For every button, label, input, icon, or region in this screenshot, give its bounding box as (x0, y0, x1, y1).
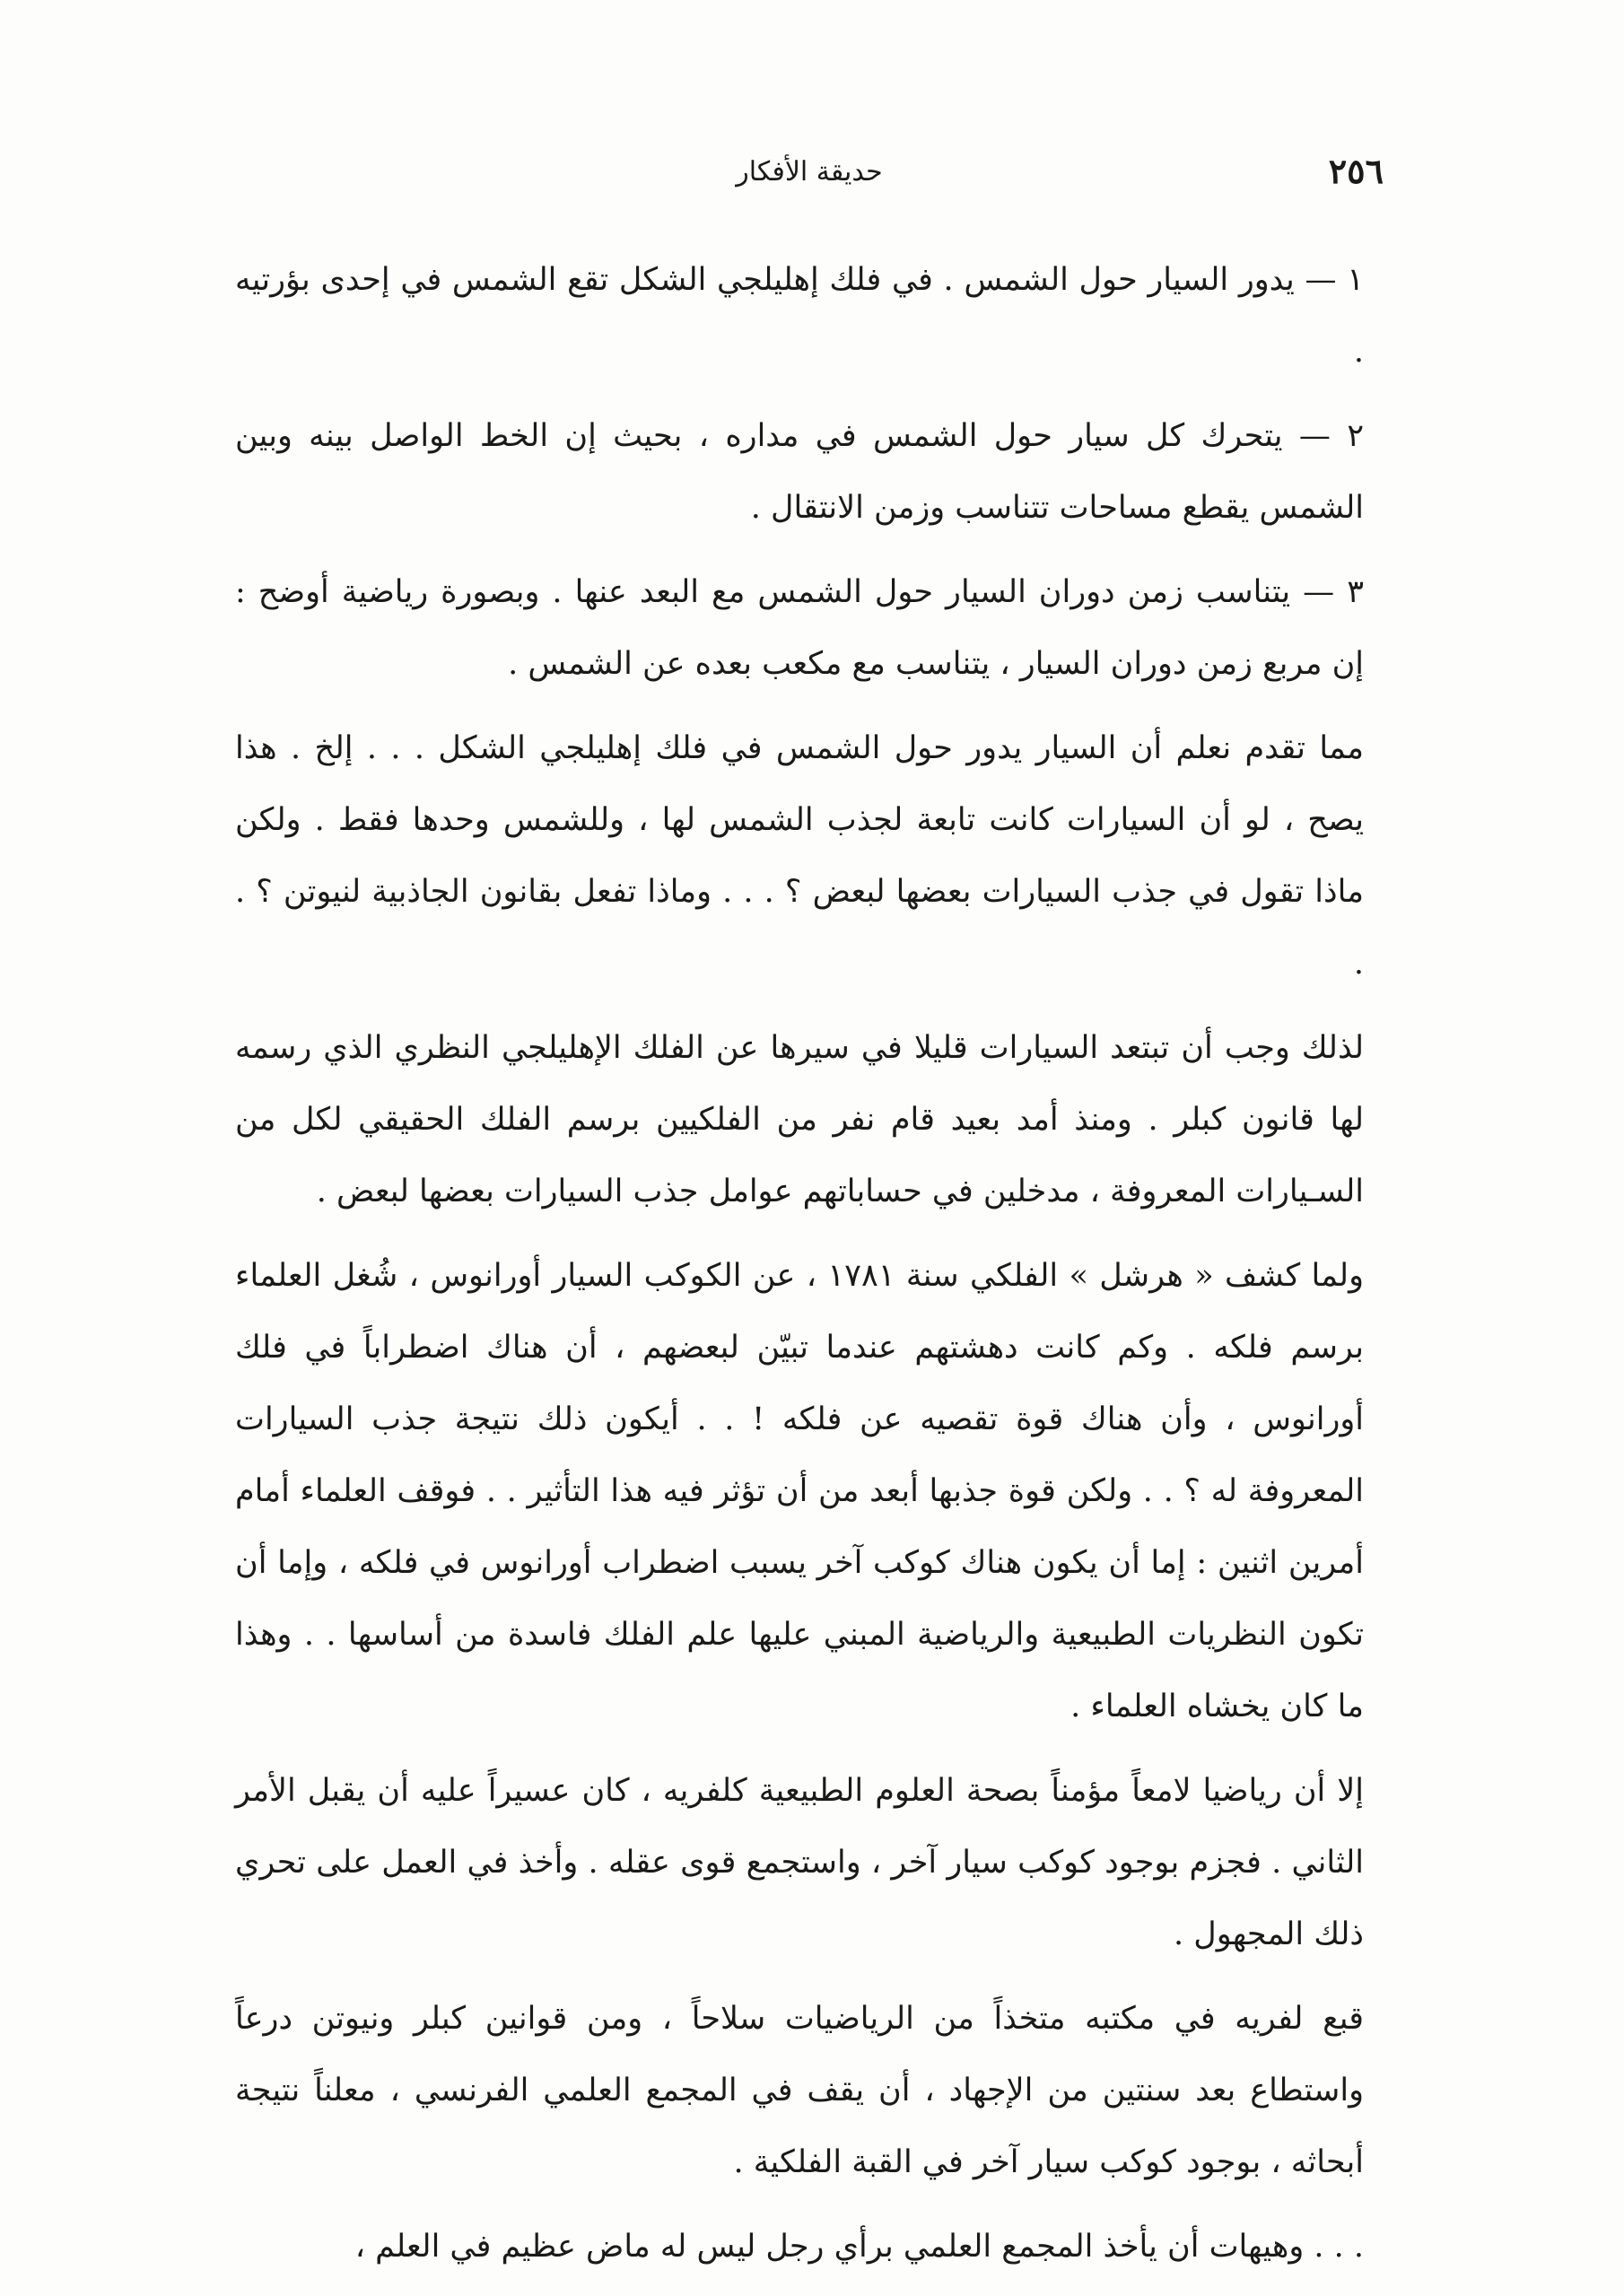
page-number: ٢٥٦ (1328, 151, 1384, 191)
law-item-3: ٣ — يتناسب زمن دوران السيار حول الشمس مع البعد عنها . وبصورة رياضية أوضح : إن مربع زمن دوران السيار ، يتناسب مع مكعب بعده عن الشمس . (235, 574, 1364, 682)
paragraph: إلا أن رياضيا لامعاً مؤمناً بصحة العلوم الطبيعية كلفريه ، كان عسيراً عليه أن يقبل الأمر الثاني . فجزم بوجود كوكب سيار آخر ، واستجمع قوى عقله . وأخذ في العمل على تحري ذلك المجهول . (235, 1773, 1364, 1952)
paragraph: قبع لفريه في مكتبه متخذاً من الرياضيات سلاحاً ، ومن قوانين كبلر ونيوتن درعاً واستطاع بعد سنتين من الإجهاد ، أن يقف في المجمع العلمي الفرنسي ، معلناً نتيجة أبحاثه ، بوجود كوكب سيار آخر في القبة الفلكية . (235, 2001, 1364, 2180)
law-item-1: ١ — يدور السيار حول الشمس . في فلك إهليلجي الشكل تقع الشمس في إحدى بؤرتيه . (235, 262, 1364, 370)
page-body (235, 244, 1364, 2283)
paragraph: مما تقدم نعلم أن السيار يدور حول الشمس في فلك إهليلجي الشكل . . . إلخ . هذا يصح ، لو أن السيارات كانت تابعة لجذب الشمس لها ، وللشمس وحدها فقط . ولكن ماذا تقول في جذب السيارات بعضها لبعض ؟ . . . وماذا تفعل بقانون الجاذبية لنيوتن ؟ . . (235, 730, 1364, 982)
law-item-2: ٢ — يتحرك كل سيار حول الشمس في مداره ، بحيث إن الخط الواصل بينه وبين الشمس يقطع مساحات تتناسب وزمن الانتقال . (235, 418, 1364, 526)
paragraph: . . . وهيهات أن يأخذ المجمع العلمي برأي رجل ليس له ماض عظيم في العلم ، (354, 2229, 1364, 2265)
page-header (235, 151, 1384, 205)
running-title: حديقة الأفكار (736, 156, 883, 188)
paragraph: ولما كشف « هرشل » الفلكي سنة ١٧٨١ ، عن الكوكب السيار أورانوس ، شُغل العلماء برسم فلكه . وكم كانت دهشتهم عندما تبيّن لبعضهم ، أن هناك اضطراباً في فلك أورانوس ، وأن هناك قوة تقصيه عن فلكه ! . . أيكون ذلك نتيجة جذب السيارات المعروفة له ؟ . . ولكن قوة جذبها أبعد من أن تؤثر فيه هذا التأثير . . فوقف العلماء أمام أمرين اثنين : إما أن يكون هناك كوكب آخر يسبب اضطراب أورانوس في فلكه ، وإما أن تكون النظريات الطبيعية والرياضية المبني عليها علم الفلك فاسدة من أساسها . . وهذا ما كان يخشاه العلماء . (235, 1258, 1364, 1724)
paragraph: لذلك وجب أن تبتعد السيارات قليلا في سيرها عن الفلك الإهليلجي النظري الذي رسمه لها قانون كبلر . ومنذ أمد بعيد قام نفر من الفلكيين برسم الفلك الحقيقي لكل من السـيارات المعروفة ، مدخلين في حساباتهم عوامل جذب السيارات بعضها لبعض . (235, 1030, 1364, 1209)
